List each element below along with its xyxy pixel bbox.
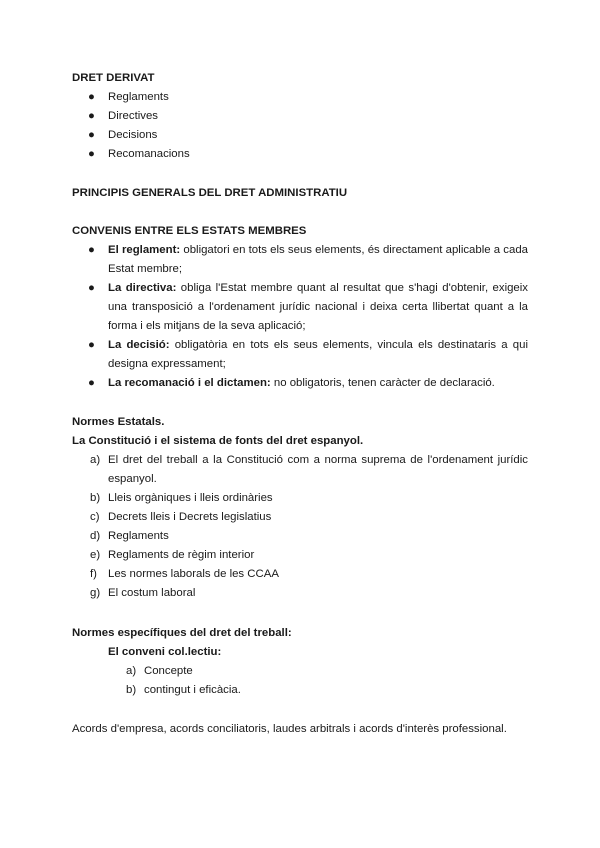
conventions-section <box>72 222 528 393</box>
list-item: d) Reglaments <box>90 530 169 542</box>
bullet-icon: ● <box>88 148 95 160</box>
derived-law-list <box>72 88 528 164</box>
list-item: a) El dret del treball a la Constitució com a norma suprema de l'ordenament jurídic espanyol. <box>90 454 528 485</box>
specific-norms-section <box>72 624 528 700</box>
agreements-paragraph <box>72 720 528 739</box>
bullet-icon: ● <box>88 339 95 351</box>
bullet-icon: ● <box>88 244 95 256</box>
state-norms-section <box>72 413 528 603</box>
list-item: ● Reglaments <box>72 88 528 107</box>
list-item: ● Directives <box>72 107 528 126</box>
list-item: b) Lleis orgàniques i lleis ordinàries <box>90 492 273 504</box>
collective-agreement-heading: El conveni col.lectiu: <box>108 646 222 658</box>
bullet-icon: ● <box>88 282 95 294</box>
conventions-list <box>72 241 528 393</box>
bullet-icon: ● <box>88 377 95 389</box>
list-item: ● Recomanacions <box>72 145 528 164</box>
collective-agreement-list <box>72 662 528 700</box>
list-item: ● La decisió: obligatòria en tots els seus elements, vincula els destinataris a qui designa expressament; <box>72 336 528 374</box>
list-item: f) Les normes laborals de les CCAA <box>90 568 279 580</box>
bullet-icon: ● <box>88 129 95 141</box>
list-item: ● El reglament: obligatori en tots els seus elements, és directament aplicable a cada Estat membre; <box>72 241 528 279</box>
list-item: b) contingut i eficàcia. <box>126 684 241 696</box>
conventions-heading: CONVENIS ENTRE ELS ESTATS MEMBRES <box>72 225 307 237</box>
specific-norms-heading: Normes específiques del dret del treball: <box>72 627 292 639</box>
list-item: ● La recomanació i el dictamen: no obligatoris, tenen caràcter de declaració. <box>72 374 528 393</box>
list-item: e) Reglaments de règim interior <box>90 549 255 561</box>
list-item: ● La directiva: obliga l'Estat membre quant al resultat que s'hagi d'obtenir, exigeix una transposició a l'ordenament jurídic nacional i deixa certa llibertat quant a la forma i els mitjans de la seva aplicació; <box>72 279 528 336</box>
principles-section <box>72 184 528 203</box>
principles-heading: PRINCIPIS GENERALS DEL DRET ADMINISTRATIU <box>72 187 348 199</box>
state-norms-list <box>72 451 528 603</box>
derived-law-section <box>72 69 528 164</box>
list-item: a) Concepte <box>126 665 193 677</box>
state-norms-heading: Normes Estatals. <box>72 416 165 428</box>
list-item: ● Decisions <box>72 126 528 145</box>
list-item: g) El costum laboral <box>90 587 196 599</box>
state-norms-subheading: La Constitució i el sistema de fonts del dret espanyol. <box>72 435 364 447</box>
derived-law-heading: DRET DERIVAT <box>72 72 155 84</box>
bullet-icon: ● <box>88 110 95 122</box>
agreements-text: Acords d'empresa, acords conciliatoris, laudes arbitrals i acords d'interès professional. <box>72 723 507 735</box>
list-item: c) Decrets lleis i Decrets legislatius <box>90 511 272 523</box>
bullet-icon: ● <box>88 91 95 103</box>
